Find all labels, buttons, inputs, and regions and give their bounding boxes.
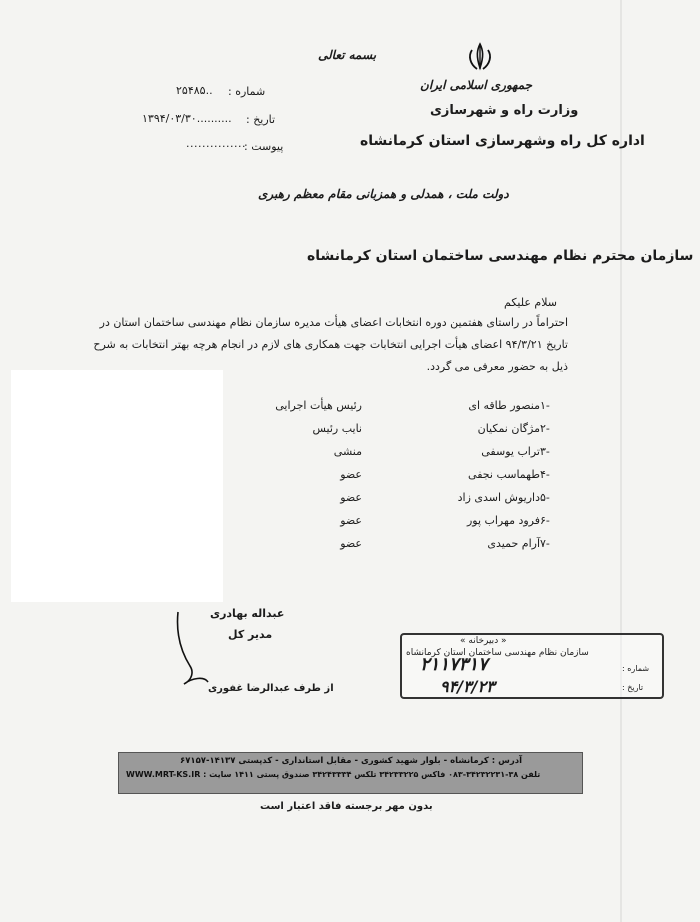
recipient-line: سازمان محترم نظام مهندسی ساختمان استان کرمانشاه: [307, 248, 694, 264]
bismillah-heading: بسمه تعالی: [318, 48, 377, 62]
attachment-value: ...............: [186, 137, 246, 150]
body-line-2: تاریخ ۹۴/۳/۲۱ اعضای هیأت اجرایی انتخابات جهت همکاری های لازم در انجام هرچه بهتر انتخابات به شرح: [93, 338, 568, 351]
date-value: ١٣٩۴/٠٣/٣٠..........: [142, 112, 232, 125]
member-number: ۶-: [540, 514, 550, 527]
member-number: ٣-: [540, 445, 550, 458]
member-name: مژگان نمکیان: [477, 422, 540, 435]
member-name: فرود مهراب پور: [466, 514, 540, 527]
footer-contacts: تلفن ۳۸-۳۴۲۳۲۲۳۱-۰۸۳ فاکس ۳۴۲۳۳۲۲۵ تلکس ۳۴۲۴۳۳۳۴ صندوق پستی ۱۴۱۱ سایت : WWW.MRT-KS.IR: [126, 770, 541, 779]
department-name: اداره کل راه وشهرسازی استان کرمانشاه: [360, 133, 645, 149]
on-behalf-line: از طرف عبدالرضا غفوری: [208, 683, 334, 694]
member-name: داریوش اسدی زاد: [457, 491, 540, 504]
redaction-box: [11, 370, 223, 602]
member-role: عضو: [340, 514, 362, 527]
attachment-label: پیوست :: [244, 140, 284, 153]
ministry-name: وزارت راه و شهرسازی: [430, 103, 579, 118]
iran-emblem-icon: [466, 42, 494, 72]
stamp-organization: سازمان نظام مهندسی ساختمان استان کرمانشاه: [406, 648, 589, 658]
member-role: عضو: [340, 491, 362, 504]
country-name: جمهوری اسلامی ایران: [420, 78, 533, 92]
member-number: ١-: [540, 399, 550, 412]
stamp-date-value: ۹۴/۳/۲۳: [440, 677, 495, 696]
signer-title: مدیر کل: [228, 628, 273, 641]
member-name: تراب یوسفی: [481, 445, 540, 458]
member-role: منشی: [333, 445, 362, 458]
number-label: شماره :: [228, 85, 266, 98]
signer-name: عبداله بهادری: [210, 607, 285, 620]
handwritten-signature: [170, 610, 210, 688]
date-label: تاریخ :: [246, 113, 276, 126]
member-role: نایب رئیس: [312, 422, 362, 435]
stamp-number-value: ۲۱۱۷۳۱۷: [420, 654, 488, 675]
member-number: ٧-: [540, 537, 550, 550]
member-number: ٢-: [540, 422, 550, 435]
member-name: منصور طاقه ای: [468, 399, 540, 412]
member-role: رئیس هیأت اجرایی: [275, 399, 362, 412]
footer-address: آدرس : کرمانشاه - بلوار شهید کشوری - مقابل استانداری - کدپستی ۱۴۱۳۷-۶۷۱۵۷: [180, 756, 523, 766]
stamp-header: « دبیرخانه »: [460, 636, 507, 646]
stamp-number-label: شماره :: [622, 664, 650, 673]
member-number: ۵-: [540, 491, 550, 504]
member-role: عضو: [340, 537, 362, 550]
body-line-3: ذیل به حضور معرفی می گردد.: [426, 360, 568, 373]
stamp-date-label: تاریخ :: [622, 683, 644, 692]
body-line-1: احتراماً در راستای هفتمین دوره انتخابات اعضای هیأت مدیره سازمان نظام مهندسی ساختمان استان در: [99, 316, 568, 329]
member-role: عضو: [340, 468, 362, 481]
footer-validity-note: بدون مهر برجسته فاقد اعتبار است: [260, 801, 433, 812]
member-number: ۴-: [540, 468, 550, 481]
member-name: آرام حمیدی: [487, 537, 540, 550]
greeting: سلام علیکم: [504, 296, 558, 309]
leader-slogan: دولت ملت ، همدلی و همزبانی مقام معظم رهبری: [258, 187, 509, 201]
number-value: ٢۵۴٨۵..: [176, 84, 213, 97]
member-name: طهماسب نجفی: [468, 468, 540, 481]
